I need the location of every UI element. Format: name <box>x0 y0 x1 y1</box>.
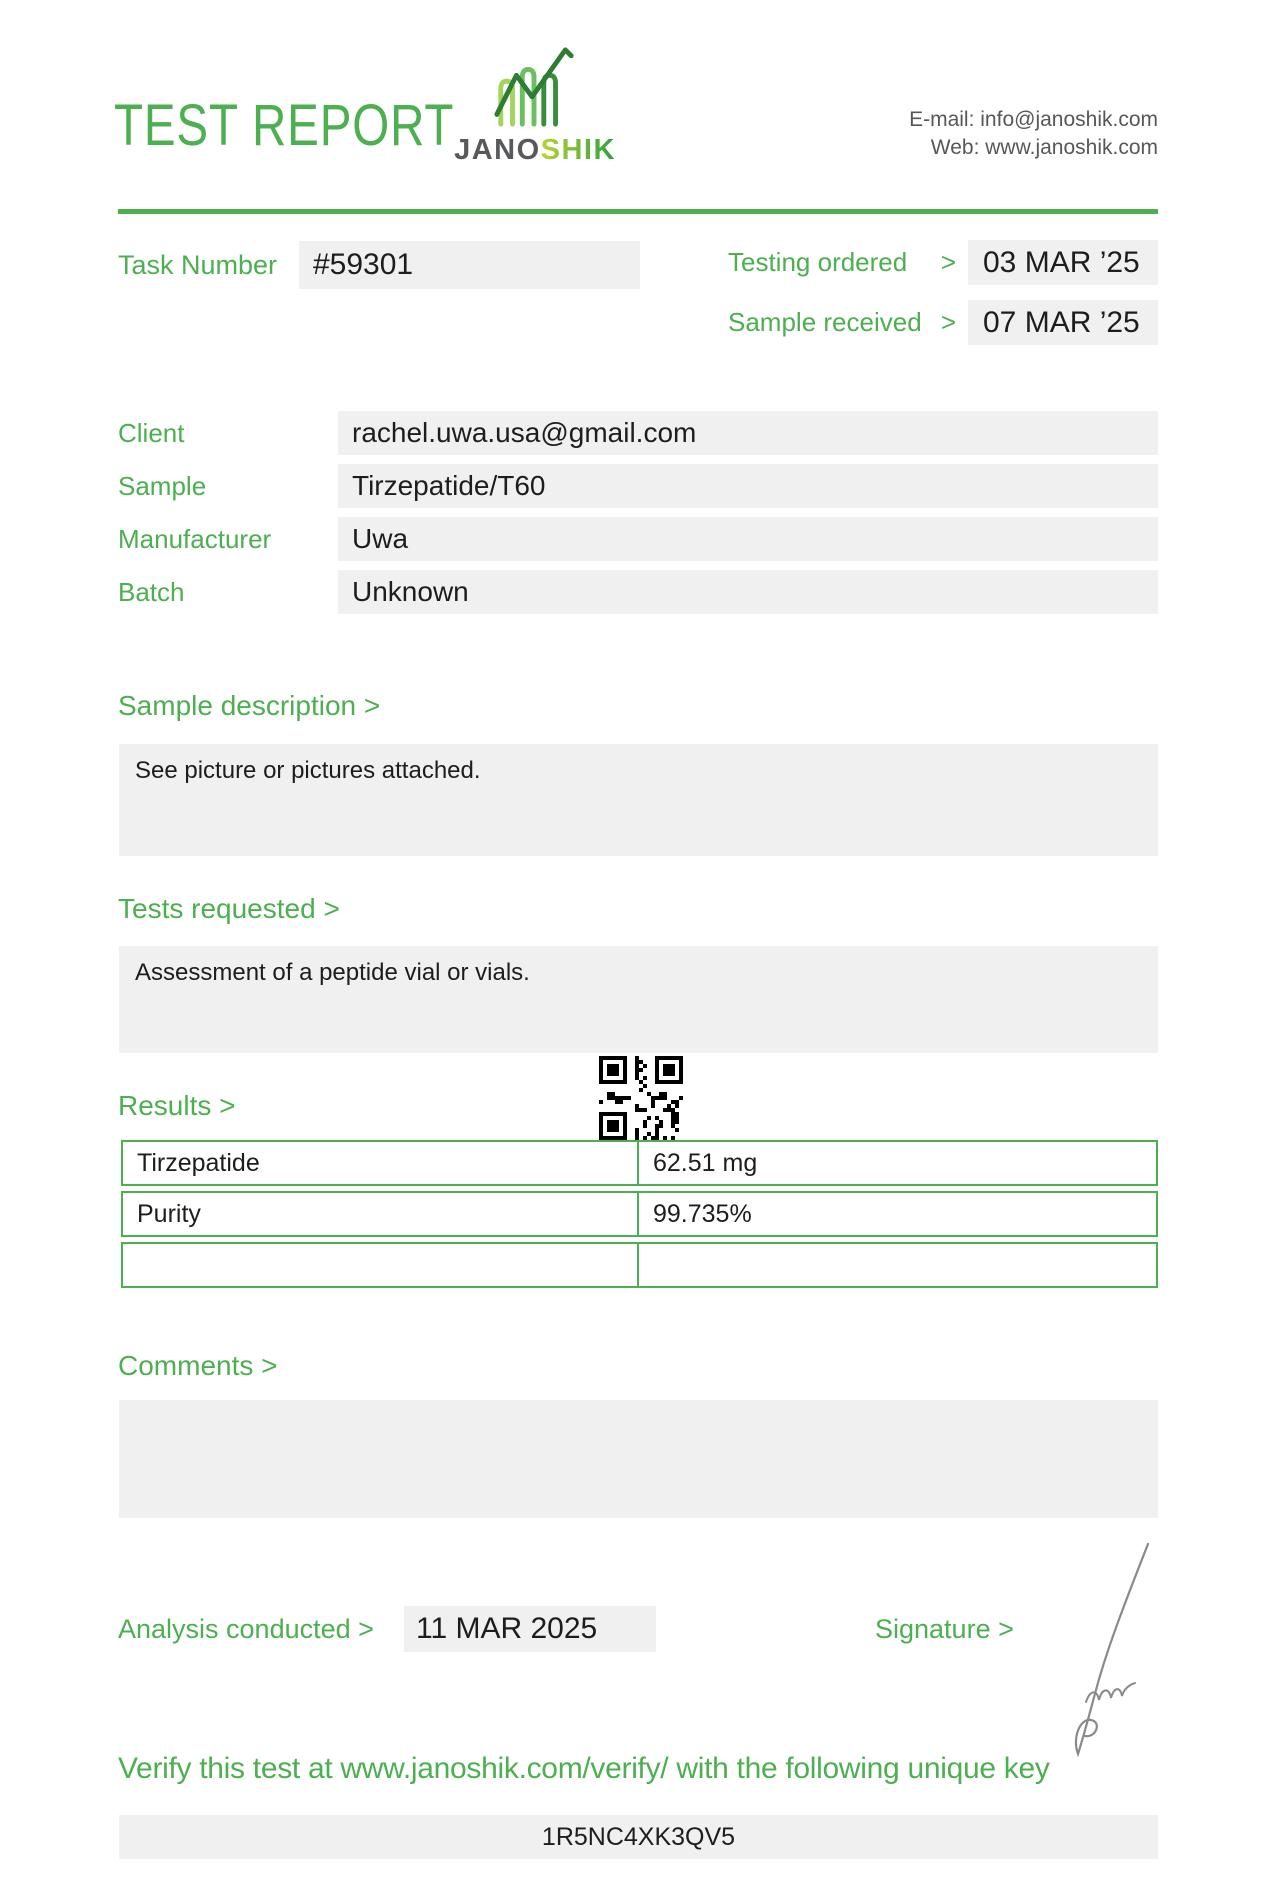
batch-value: Unknown <box>338 570 1158 614</box>
contact-email: E-mail: info@janoshik.com <box>909 108 1158 131</box>
result-value-cell <box>639 1244 1156 1286</box>
unique-key-value: 1R5NC4XK3QV5 <box>119 1815 1158 1859</box>
table-row <box>121 1140 1158 1186</box>
header-divider <box>118 209 1158 214</box>
client-value: rachel.uwa.usa@gmail.com <box>338 411 1158 455</box>
janoshik-logo <box>440 44 630 167</box>
brand-wordmark <box>440 134 630 167</box>
brand-gray-text: JANO <box>454 134 541 166</box>
tests-requested-heading: Tests requested > <box>118 893 340 924</box>
task-number-value: #59301 <box>299 241 640 289</box>
sample-description-box: See picture or pictures attached. <box>119 744 1158 856</box>
contact-block <box>909 106 1158 162</box>
task-number-label: Task Number <box>118 250 278 280</box>
manufacturer-value: Uwa <box>338 517 1158 561</box>
comments-heading: Comments > <box>118 1350 278 1381</box>
sample-value: Tirzepatide/T60 <box>338 464 1158 508</box>
batch-label: Batch <box>118 577 185 607</box>
sample-received-label <box>728 300 956 345</box>
testing-ordered-text: Testing ordered <box>728 247 908 277</box>
sample-received-text: Sample received <box>728 307 922 337</box>
testing-ordered-label <box>728 240 956 285</box>
result-value-cell: 62.51 mg <box>653 1149 758 1177</box>
client-label: Client <box>118 418 185 448</box>
testing-ordered-value: 03 MAR ’25 <box>968 240 1158 285</box>
analysis-conducted-label: Analysis conducted > <box>118 1614 374 1644</box>
contact-web: Web: www.janoshik.com <box>930 136 1158 159</box>
result-name-cell: Purity <box>123 1193 639 1235</box>
table-row <box>121 1242 1158 1288</box>
result-value-cell: 99.735% <box>653 1200 752 1228</box>
chevron-right-glyph: > <box>940 247 956 277</box>
results-heading: Results > <box>118 1090 236 1121</box>
brand-green-text: SHIK <box>540 134 616 166</box>
manufacturer-label: Manufacturer <box>118 524 272 554</box>
result-name-cell: Tirzepatide <box>123 1142 639 1184</box>
comments-box <box>119 1400 1158 1518</box>
page-title: TEST REPORT <box>114 93 455 158</box>
sample-label: Sample <box>118 471 207 501</box>
tests-requested-box: Assessment of a peptide vial or vials. <box>119 946 1158 1053</box>
verify-instruction: Verify this test at www.janoshik.com/verify/ with the following unique key <box>118 1752 1050 1785</box>
signature-scribble <box>1030 1540 1170 1765</box>
qr-code <box>599 1056 683 1140</box>
chevron-right-glyph: > <box>940 307 956 337</box>
chart-growth-icon <box>440 44 630 132</box>
sample-received-value: 07 MAR ’25 <box>968 300 1158 345</box>
analysis-conducted-value: 11 MAR 2025 <box>404 1606 656 1652</box>
signature-label: Signature > <box>875 1614 1014 1644</box>
table-row <box>121 1191 1158 1237</box>
result-name-cell <box>123 1244 639 1286</box>
sample-description-heading: Sample description > <box>118 690 381 721</box>
